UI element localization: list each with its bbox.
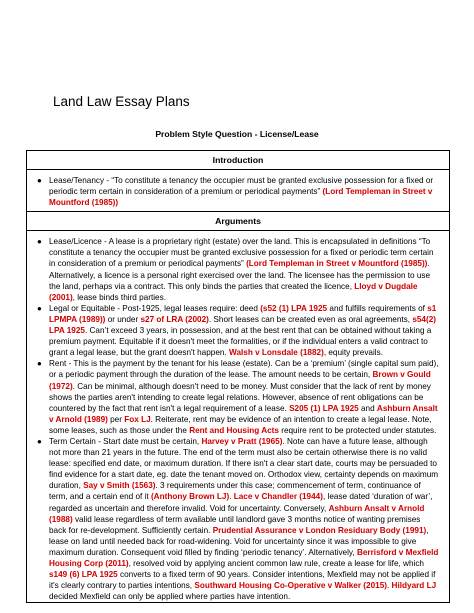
case-citation: Southward Housing Co-Operative v Walker (2015) — [194, 581, 387, 591]
case-citation: Ashburn Ansalt v Arnold (1988) — [49, 503, 425, 524]
case-citation: s54(2) LPA 1925 — [49, 314, 436, 336]
body-text: . Short leases can be created even as oral agreements, — [208, 314, 413, 324]
case-citation: Say v Smith (1563) — [83, 481, 156, 491]
introduction-bullet-item — [37, 175, 439, 208]
case-citation: Rent and Housing Acts — [189, 425, 279, 435]
bullet-icon: ● — [37, 237, 42, 247]
body-text: . Reiterate, rent may be evidence of an intention to create a legal lease. Note, some leases, such as those under the — [49, 414, 432, 435]
body-text: , lease on land until needed back for road-widening. Void for uncertainty since it was impossible to give maximum duration. Consequent void filled by finding ‘periodic tenancy’. Alternatively, — [49, 525, 429, 557]
case-citation: s1 LPMPA (1989)) — [49, 303, 437, 324]
bullet-icon: ● — [37, 303, 42, 313]
case-citation: Lloyd v Dugdale (2001) — [49, 281, 418, 302]
case-citation: Fox LJ — [124, 414, 151, 424]
body-text: , lease binds third parties. — [72, 292, 166, 302]
bullet-icon: ● — [37, 176, 42, 185]
case-citation: Lace v Chandler (1944) — [233, 492, 323, 502]
body-text: Rent - This is the payment by the tenant for his lease (estate). Can be a ‘premium’ (single capital sum paid), or a periodic payment through the duration of the lease. The amount needs to be certain, — [49, 359, 439, 380]
case-citation: s27 of LRA (2002) — [140, 314, 209, 324]
case-citation: Walsh v Lonsdale (1882) — [229, 348, 324, 358]
body-text: . Note can have a future lease, although not more than 21 years in the future. The end of the term must also be certain otherwise there is no valid lease: specified end date, or maximum duration. If there isn't a clear start date, courts may be persuaded to find evidence for a start date, eg. date the tenant moved on. Orthodox view, certainty depends on maximum duration, — [49, 436, 439, 491]
body-text: . Can be minimal, although doesn't need to be money. Must consider that the lack of rent by money shows the parties aren't intending to create legal relations. However, absence of rent obligations can be countered by the fact that rent isn't a legal requirement of a lease. — [49, 381, 431, 413]
case-citation: Brown v Gould (1972) — [49, 370, 431, 391]
case-citation: S205 (1) LPA 1925 — [289, 403, 359, 413]
essay-plan-table — [26, 150, 450, 603]
case-citation: (Lord Templeman in Street v Mountford (1985)) — [246, 259, 428, 269]
body-text: require rent to be protected under statutes. — [278, 425, 437, 435]
case-citation: Prudential Assurance v London Residuary Body (1991) — [212, 525, 427, 535]
page-title: Land Law Essay Plans — [53, 94, 190, 109]
body-text: and fulfills requirements of — [327, 303, 428, 313]
introduction-heading: Introduction — [27, 151, 449, 170]
body-text: converts to a fixed term of 90 years. Consider intentions, Mexfield may not be applied if it's clearly contrary to parties intentions, — [49, 570, 436, 591]
body-text: , lease dated ‘duration of war’, regarded as uncertain and therefore invalid. Void for uncertainty. Conversely, — [49, 492, 433, 513]
case-citation: (Anthony Brown LJ) — [150, 492, 230, 502]
arguments-list — [27, 231, 449, 603]
body-text: Legal or Equitable - Post-1925, legal leases require: deed — [49, 303, 261, 313]
introduction-list — [27, 170, 449, 211]
body-text: . — [229, 492, 234, 502]
arguments-bullet-item — [37, 358, 439, 436]
body-text: , resolved void by applying ancient common law rule, create a lease for life, which — [128, 559, 424, 568]
body-text: . Alternatively, a licence is a personal right exercised over the land. The licensee has the permission to use the land, perhaps via a contract. This only binds the parties that created the licence, — [49, 259, 431, 291]
body-text: valid lease regardless of term available until landlord gave 3 months notice of wanting premises back for re-development. Sufficiently certain. — [49, 514, 421, 535]
case-citation: s149 (6) LPA 1925 — [49, 570, 118, 580]
arguments-heading: Arguments — [27, 211, 449, 231]
arguments-bullet-item — [37, 436, 439, 602]
body-text: Lease/Tenancy - “To constitute a tenancy the occupier must be granted exclusive possession for a fixed or periodic term certain in consideration of a premium or periodical payments” — [49, 176, 434, 197]
question-subtitle: Problem Style Question - License/Lease — [155, 129, 319, 139]
case-citation: Harvey v Pratt (1965) — [201, 436, 283, 446]
case-citation: Ashburn Ansalt v Arnold (1989) — [49, 403, 438, 424]
case-citation: (Lord Templeman in Street v Mountford (1985)) — [49, 187, 433, 208]
body-text: Term Certain - Start date must be certain, — [49, 436, 202, 446]
bullet-icon: ● — [37, 359, 42, 369]
case-citation: Berrisford v Mexfield Housing Corp (2011) — [49, 547, 439, 568]
body-text: per — [107, 414, 125, 424]
body-text: or under — [105, 314, 141, 324]
body-text: . Can’t exceed 3 years, in possession, and at the best rent that can be obtained without taking a premium payment. Equitable if it doesn't meet the formalities, or if the individual enters a valid contract to grant a legal lease, but the grant doesn't happen. — [49, 326, 432, 358]
body-text: . — [386, 581, 392, 591]
body-text: decided Mexfield can only be applied where parties have intention. — [49, 592, 291, 602]
arguments-bullet-item — [37, 303, 439, 358]
bullet-icon: ● — [37, 436, 42, 446]
body-text: Lease/Licence - A lease is a proprietary right (estate) over the land. This is encapsulated in definitions “To constitute a tenancy the occupier must be granted exclusive possession for a fixed or periodic term certain in consideration of a premium or periodical payments” — [49, 237, 434, 269]
body-text: . 3 requirements under this case; commencement of term, continuance of term, and a certain end of it — [49, 481, 421, 502]
arguments-bullet-item — [37, 236, 439, 303]
case-citation: Hildyard LJ — [391, 581, 437, 591]
body-text: and — [358, 403, 377, 413]
body-text: , equity prevails. — [323, 348, 383, 358]
case-citation: (s52 (1) LPA 1925 — [260, 303, 328, 313]
